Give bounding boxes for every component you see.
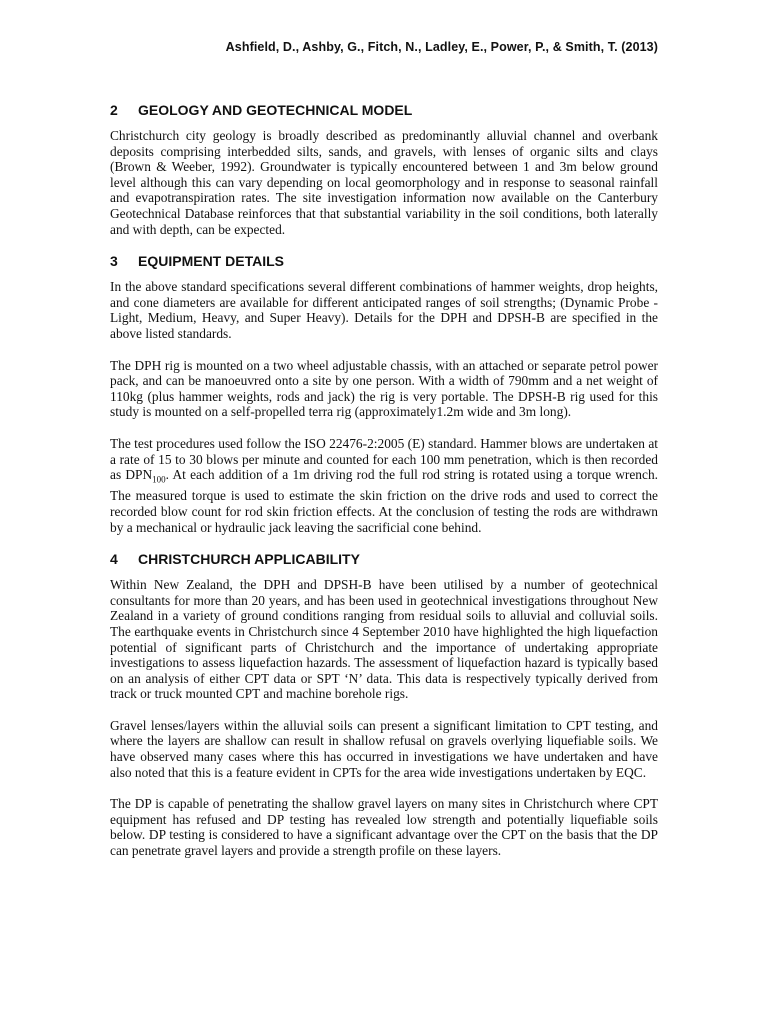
paragraph: The DP is capable of penetrating the shallow gravel layers on many sites in Christchurch where CPT equipment has refused and DP testing has revealed low strength and potentially liquefiable soils below. DP testing is considered to have a significant advantage over the CPT on the basis that the DP can penetrate gravel layers and provide a strength profile on these layers. [110, 796, 658, 859]
paragraph: In the above standard specifications several different combinations of hammer weights, drop heights, and cone diameters are available for different anticipated ranges of soil strengths; (Dynamic Probe - Light, Medium, Heavy, and Super Heavy). Details for the DPH and DPSH-B are specified in the above listed standards. [110, 279, 658, 341]
paragraph-test-procedures [110, 436, 658, 535]
section-heading [110, 102, 658, 118]
section-title: CHRISTCHURCH APPLICABILITY [138, 551, 360, 568]
section-number: 3 [110, 253, 118, 270]
paragraph: Within New Zealand, the DPH and DPSH-B have been utilised by a number of geotechnical consultants for more than 20 years, and has been used in geotechnical investigations throughout New Zealand in a variety of ground conditions ranging from residual soils to alluvial and colluvial soils. The earthquake events in Christchurch since 4 September 2010 have highlighted the high liquefaction potential of significant parts of Christchurch and the importance of undertaking appropriate investigations to assess liquefaction hazards. The assessment of liquefaction hazard is typically based on an analysis of either CPT data or SPT ‘N’ data. This data is respectively typically derived from track or truck mounted CPT and machine borehole rigs. [110, 577, 658, 702]
section-number: 4 [110, 551, 118, 568]
section-christchurch [110, 551, 658, 859]
paragraph: Christchurch city geology is broadly described as predominantly alluvial channel and overbank deposits comprising interbedded silts, sands, and gravels, with lenses of organic silts and clays (Brown & Weeber, 1992). Groundwater is typically encountered between 1 and 3m below ground level although this can vary depending on local geomorphology and in response to seasonal rainfall and evapotranspiration rates. The site investigation information now available on the Canterbury Geotechnical Database reinforces that that substantial variability in the soil conditions, both laterally and with depth, can be expected. [110, 128, 658, 237]
section-equipment [110, 253, 658, 535]
section-title: GEOLOGY AND GEOTECHNICAL MODEL [138, 102, 413, 118]
section-title: EQUIPMENT DETAILS [138, 253, 284, 270]
section-heading [110, 551, 658, 567]
section-number: 2 [110, 102, 118, 118]
paragraph-text: . At each addition of a 1m driving rod the full rod string is rotated using a torque wrench. The measured torque is used to estimate the skin friction on the drive rods and used to correct the recorded blow count for rod skin friction effects. At the conclusion of testing the rods are withdrawn by a mechanical or hydraulic jack leaving the sacrificial cone behind. [110, 467, 658, 535]
dpn-subscript: 100 [152, 474, 166, 485]
document-body [110, 102, 658, 875]
section-geology [110, 102, 658, 237]
section-heading [110, 253, 658, 269]
running-header-citation: Ashfield, D., Ashby, G., Fitch, N., Ladley, E., Power, P., & Smith, T. (2013) [225, 40, 658, 54]
paragraph: Gravel lenses/layers within the alluvial soils can present a significant limitation to CPT testing, and where the layers are shallow can result in shallow refusal on gravels overlying liquefiable soils. We have observed many cases where this has occurred in investigations we have undertaken and have also noted that this is a feature evident in CPTs for the area wide investigations undertaken by EQC. [110, 717, 658, 780]
paragraph-text: The test procedures used follow the ISO 22476-2:2005 (E) standard. Hammer blows are undertaken at a rate of 15 to 30 blows per minute and counted for each 100 mm penetration, which is then recorded as DPN [110, 435, 658, 483]
paragraph: The DPH rig is mounted on a two wheel adjustable chassis, with an attached or separate petrol power pack, and can be manoeuvred onto a site by one person. With a width of 790mm and a net weight of 110kg (plus hammer weights, rods and jack) the rig is very portable. The DPSH-B rig used for this study is mounted on a self-propelled terra rig (approximately1.2m wide and 3m long). [110, 357, 658, 420]
